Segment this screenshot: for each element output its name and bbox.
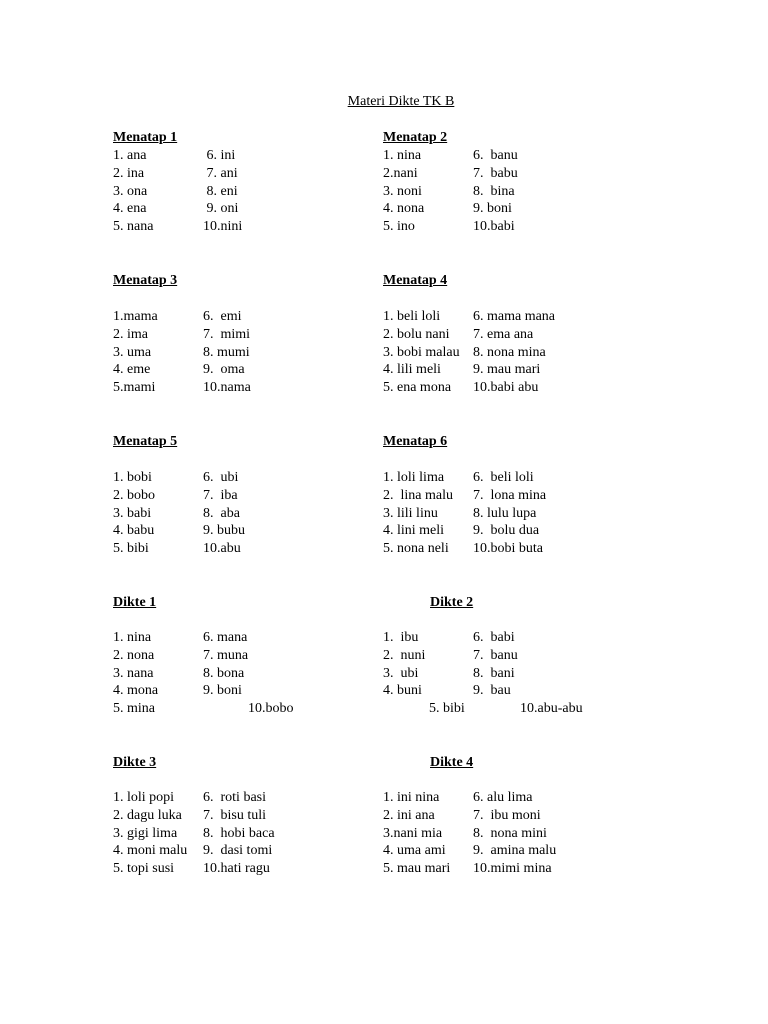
- word-item: 8. nona mina: [473, 344, 546, 360]
- word-item: 7. iba: [203, 487, 238, 503]
- word-row: [383, 825, 547, 843]
- word-item: 4. lini meli: [383, 523, 445, 539]
- section-menatap-2: [383, 129, 518, 236]
- word-item: 9. oni: [203, 201, 239, 217]
- word-item: 8. eni: [203, 183, 238, 199]
- word-item: 10.mimi mina: [473, 861, 552, 877]
- word-row: [383, 469, 534, 487]
- section-heading: Dikte 3: [113, 755, 157, 770]
- word-row: [383, 200, 512, 218]
- word-row: [383, 842, 557, 860]
- word-item: 9. mau mari: [473, 362, 541, 378]
- word-item: 2. bolu nani: [383, 326, 450, 342]
- word-item: 7. ibu moni: [473, 807, 541, 823]
- word-item: 10.babi: [473, 219, 515, 235]
- word-item: 10.bobo: [248, 701, 294, 717]
- word-item: 3. nana: [113, 665, 154, 681]
- word-item: 10.nini: [203, 219, 243, 235]
- word-item: 4. buni: [383, 683, 422, 699]
- word-row: [383, 647, 518, 665]
- section-menatap-3: [113, 272, 251, 397]
- section-heading: Dikte 4: [430, 755, 474, 770]
- section-heading: Dikte 2: [430, 595, 474, 610]
- word-item: 9. oma: [203, 362, 245, 378]
- section-heading: Menatap 6: [383, 434, 448, 449]
- section-heading: Menatap 1: [113, 130, 178, 145]
- word-item: 10.bobi buta: [473, 541, 543, 557]
- word-item: 8. aba: [203, 505, 240, 521]
- word-row: [383, 807, 541, 825]
- word-item: 3.nani mia: [383, 825, 443, 841]
- word-item: 2.nani: [383, 165, 418, 181]
- word-item: 3. lili linu: [383, 505, 438, 521]
- word-item: 8. bona: [203, 665, 245, 681]
- word-row: [113, 200, 239, 218]
- word-item: 1. ana: [113, 148, 147, 163]
- word-row: [113, 165, 238, 183]
- word-row: [113, 825, 275, 843]
- word-item: 5. nona neli: [383, 541, 449, 557]
- word-row: [383, 700, 583, 718]
- word-item: 3. ubi: [383, 665, 419, 681]
- word-item: 8. nona mini: [473, 825, 547, 841]
- word-row: [113, 540, 241, 558]
- word-item: 4. eme: [113, 362, 151, 378]
- word-item: 7. babu: [473, 165, 518, 181]
- word-row: [113, 789, 266, 807]
- word-row: [383, 183, 515, 201]
- word-row: [383, 629, 515, 647]
- word-item: 9. bolu dua: [473, 523, 540, 539]
- word-row: [383, 165, 518, 183]
- word-item: 2. ini ana: [383, 807, 435, 823]
- word-item: 5. bibi: [429, 701, 465, 717]
- word-item: 10.babi abu: [473, 380, 539, 396]
- word-item: 5.mami: [113, 380, 156, 396]
- word-item: 6. ini: [203, 148, 236, 163]
- word-item: 1. loli lima: [383, 470, 445, 485]
- word-item: 9. boni: [203, 683, 242, 699]
- word-item: 6. roti basi: [203, 790, 266, 805]
- word-item: 7. muna: [203, 647, 249, 663]
- section-menatap-4: [383, 272, 556, 397]
- section-menatap-5: [113, 433, 245, 558]
- word-row: [383, 218, 515, 236]
- word-row: [383, 308, 556, 326]
- word-item: 10.hati ragu: [203, 861, 270, 877]
- word-item: 1. nina: [383, 148, 422, 163]
- word-item: 4. mona: [113, 683, 159, 699]
- word-item: 1. ini nina: [383, 790, 440, 805]
- section-heading: Menatap 2: [383, 130, 448, 145]
- word-item: 8. mumi: [203, 344, 250, 360]
- word-item: 4. moni malu: [113, 843, 188, 859]
- word-item: 6. emi: [203, 309, 242, 324]
- word-row: [383, 505, 537, 523]
- section-dikte-3: [113, 754, 275, 878]
- section-heading: Menatap 4: [383, 273, 448, 288]
- word-item: 7. lona mina: [473, 487, 547, 503]
- word-item: 5. ino: [383, 219, 415, 235]
- word-row: [113, 629, 248, 647]
- word-row: [113, 860, 270, 878]
- word-row: [383, 789, 533, 807]
- word-row: [383, 682, 511, 700]
- word-item: 9. bau: [473, 683, 511, 699]
- document-title: Materi Dikte TK B: [347, 94, 455, 109]
- word-item: 2. dagu luka: [113, 807, 182, 823]
- word-item: 4. ena: [113, 201, 147, 217]
- word-item: 1.mama: [113, 309, 158, 324]
- word-row: [113, 183, 238, 201]
- word-item: 3. gigi lima: [113, 825, 178, 841]
- word-item: 6. babi: [473, 630, 515, 645]
- section-dikte-1: [113, 594, 294, 718]
- word-item: 8. lulu lupa: [473, 505, 537, 521]
- word-item: 10.nama: [203, 380, 251, 396]
- word-item: 10.abu: [203, 541, 241, 557]
- word-item: 2. ina: [113, 165, 145, 181]
- word-row: [113, 522, 245, 540]
- word-item: 3. ona: [113, 183, 148, 199]
- word-item: 7. bisu tuli: [203, 807, 267, 823]
- word-item: 6. mana: [203, 630, 248, 645]
- word-row: [383, 522, 540, 540]
- word-row: [383, 326, 534, 344]
- word-item: 8. hobi baca: [203, 825, 275, 841]
- word-item: 2. ima: [113, 326, 148, 342]
- section-heading: Menatap 3: [113, 273, 178, 288]
- word-item: 10.abu-abu: [520, 701, 583, 717]
- word-row: [113, 505, 240, 523]
- word-item: 7. banu: [473, 647, 518, 663]
- word-row: [383, 860, 552, 878]
- word-item: 7. ema ana: [473, 326, 534, 342]
- word-item: 1. beli loli: [383, 309, 441, 324]
- word-item: 5. bibi: [113, 541, 149, 557]
- word-item: 1. ibu: [383, 630, 419, 645]
- word-row: [383, 379, 539, 397]
- section-heading: Menatap 5: [113, 434, 178, 449]
- word-item: 4. nona: [383, 201, 425, 217]
- section-dikte-2: [383, 594, 583, 718]
- section-dikte-4: [383, 754, 557, 878]
- word-item: 1. bobi: [113, 470, 152, 485]
- word-row: [383, 361, 541, 379]
- word-row: [383, 344, 546, 362]
- word-row: [113, 344, 250, 362]
- word-item: 2. nuni: [383, 647, 426, 663]
- word-item: 5. mau mari: [383, 861, 451, 877]
- word-row: [383, 540, 543, 558]
- word-row: [113, 807, 267, 825]
- word-item: 6. ubi: [203, 470, 239, 485]
- section-heading: Dikte 1: [113, 595, 157, 610]
- word-item: 4. uma ami: [383, 843, 446, 859]
- word-item: 4. babu: [113, 523, 155, 539]
- word-item: 7. mimi: [203, 326, 251, 342]
- word-item: 3. noni: [383, 183, 422, 199]
- word-row: [383, 665, 515, 683]
- word-item: 2. bobo: [113, 487, 155, 503]
- word-row: [383, 487, 547, 505]
- word-row: [113, 326, 251, 344]
- word-item: 5. mina: [113, 701, 155, 717]
- word-item: 9. boni: [473, 201, 512, 217]
- word-row: [113, 682, 242, 700]
- word-row: [113, 218, 243, 236]
- word-row: [113, 361, 245, 379]
- word-item: 5. topi susi: [113, 861, 175, 877]
- word-row: [113, 308, 242, 326]
- word-item: 4. lili meli: [383, 362, 441, 378]
- word-item: 6. beli loli: [473, 470, 534, 485]
- word-row: [113, 487, 238, 505]
- word-row: [383, 147, 518, 165]
- word-row: [113, 647, 249, 665]
- word-item: 1. loli popi: [113, 790, 175, 805]
- word-row: [113, 842, 273, 860]
- word-row: [113, 700, 294, 718]
- word-item: 2. nona: [113, 647, 155, 663]
- word-item: 9. bubu: [203, 523, 245, 539]
- word-item: 9. dasi tomi: [203, 843, 273, 859]
- word-row: [113, 469, 239, 487]
- word-item: 2. lina malu: [383, 487, 453, 503]
- word-item: 5. nana: [113, 219, 154, 235]
- word-item: 7. ani: [203, 165, 238, 181]
- word-item: 1. nina: [113, 630, 152, 645]
- section-menatap-6: [383, 433, 547, 558]
- word-row: [113, 379, 251, 397]
- word-item: 5. ena mona: [383, 380, 452, 396]
- word-item: 6. alu lima: [473, 790, 533, 805]
- word-item: 6. mama mana: [473, 309, 556, 324]
- word-item: 8. bani: [473, 665, 515, 681]
- word-item: 6. banu: [473, 148, 518, 163]
- word-row: [113, 665, 245, 683]
- section-menatap-1: [113, 129, 243, 236]
- word-item: 3. uma: [113, 344, 152, 360]
- word-item: 3. bobi malau: [383, 344, 460, 360]
- word-item: 9. amina malu: [473, 843, 557, 859]
- word-item: 8. bina: [473, 183, 515, 199]
- word-item: 3. babi: [113, 505, 152, 521]
- word-row: [113, 147, 236, 165]
